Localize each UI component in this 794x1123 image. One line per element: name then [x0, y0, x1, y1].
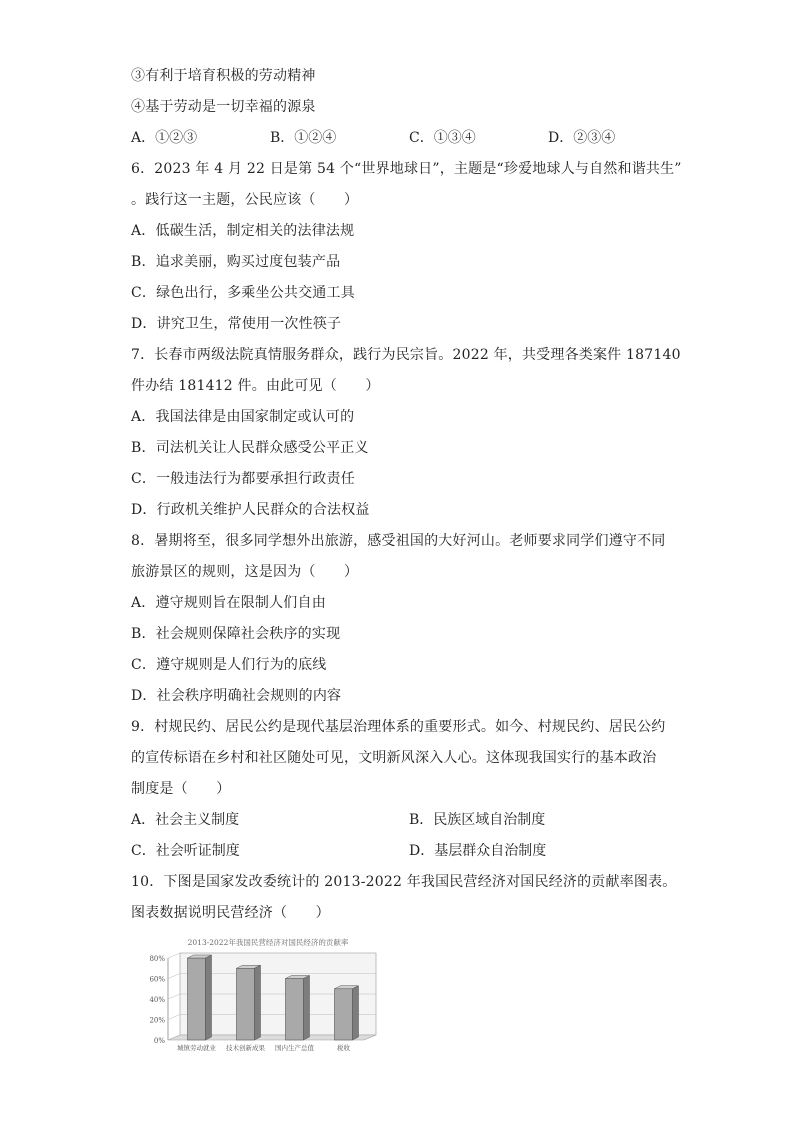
contribution-bar-chart [140, 936, 380, 1054]
q5-statement-4: ④基于劳动是一切幸福的源泉 [131, 99, 316, 115]
y-tick-label: 60% [149, 975, 165, 984]
q5-option-b: B．①②④ [270, 130, 337, 146]
q10-stem-line-2: 图表数据说明民营经济（ ） [131, 905, 330, 921]
chart-bar-side [255, 965, 261, 1040]
q7-stem-line-1: 7．长春市两级法院真情服务群众，践行为民宗旨。2022 年，共受理各类案件 187140 [131, 347, 681, 363]
y-tick-label: 0% [153, 1037, 165, 1045]
chart-bar [188, 958, 206, 1040]
q10-stem-line-1: 10．下图是国家发改委统计的 2013-2022 年我国民营经济对国民经济的贡献率图表。 [131, 874, 677, 890]
q9-stem-line-1: 9．村规民约、居民公约是现代基层治理体系的重要形式。如今、村规民约、居民公约 [131, 719, 666, 735]
q8-option-b: B．社会规则保障社会秩序的实现 [131, 626, 341, 642]
q9-stem-line-3: 制度是（ ） [131, 781, 231, 797]
y-tick-label: 40% [149, 996, 165, 1004]
x-tick-label: 国内生产总值 [275, 1044, 314, 1052]
q5-statement-3: ③有利于培育积极的劳动精神 [131, 68, 316, 84]
chart-svg [140, 936, 380, 1054]
q8-stem-line-2: 旅游景区的规则，这是因为（ ） [131, 564, 359, 580]
q7-option-d: D．行政机关维护人民群众的合法权益 [131, 502, 370, 518]
x-tick-label: 城镇劳动就业 [177, 1044, 216, 1052]
chart-bar-side [206, 955, 212, 1040]
chart-bar-side [353, 986, 359, 1040]
q8-option-d: D．社会秩序明确社会规则的内容 [131, 688, 342, 704]
y-tick-label: 80% [149, 955, 165, 963]
q9-stem-line-2: 的宣传标语在乡村和社区随处可见，文明新风深入人心。这体现我国实行的基本政治 [131, 750, 657, 766]
chart-bar-side [304, 976, 310, 1041]
q6-option-c: C．绿色出行，多乘坐公共交通工具 [131, 285, 355, 301]
q9-option-c: C．社会听证制度 [131, 843, 240, 859]
chart-bar [335, 989, 353, 1040]
q5-option-c: C．①③④ [409, 130, 476, 146]
q7-stem-line-2: 件办结 181412 件。由此可见（ ） [131, 378, 380, 394]
chart-bar [286, 979, 304, 1041]
chart-title: 2013-2022年我国民营经济对国民经济的贡献率 [187, 938, 349, 947]
chart-bar [237, 968, 255, 1040]
q6-option-a: A．低碳生活，制定相关的法律法规 [131, 223, 355, 239]
x-tick-label: 税收 [337, 1044, 350, 1052]
q6-stem-line-1: 6．2023 年 4 月 22 日是第 54 个“世界地球日”，主题是“珍爱地球人与自然和谐共生” [131, 161, 682, 177]
q9-option-b: B．民族区域自治制度 [409, 812, 546, 828]
q9-option-a: A．社会主义制度 [131, 812, 240, 828]
y-tick-label: 20% [149, 1016, 165, 1025]
q6-option-d: D．讲究卫生，常使用一次性筷子 [131, 316, 342, 332]
q7-option-a: A．我国法律是由国家制定或认可的 [131, 409, 355, 425]
q9-option-d: D．基层群众自治制度 [409, 843, 547, 859]
q5-option-d: D．②③④ [548, 130, 616, 146]
q7-option-c: C．一般违法行为都要承担行政责任 [131, 471, 355, 487]
q5-option-a: A．①②③ [131, 130, 198, 146]
q6-stem-line-2: 。践行这一主题，公民应该（ ） [131, 192, 359, 208]
q6-option-b: B．追求美丽，购买过度包装产品 [131, 254, 341, 270]
q7-option-b: B．司法机关让人民群众感受公平正义 [131, 440, 369, 456]
q8-option-a: A．遵守规则旨在限制人们自由 [131, 595, 326, 611]
q8-option-c: C．遵守规则是人们行为的底线 [131, 657, 327, 673]
q8-stem-line-1: 8．暑期将至，很多同学想外出旅游，感受祖国的大好河山。老师要求同学们遵守不同 [131, 533, 666, 549]
x-tick-label: 技术创新成果 [226, 1044, 265, 1052]
